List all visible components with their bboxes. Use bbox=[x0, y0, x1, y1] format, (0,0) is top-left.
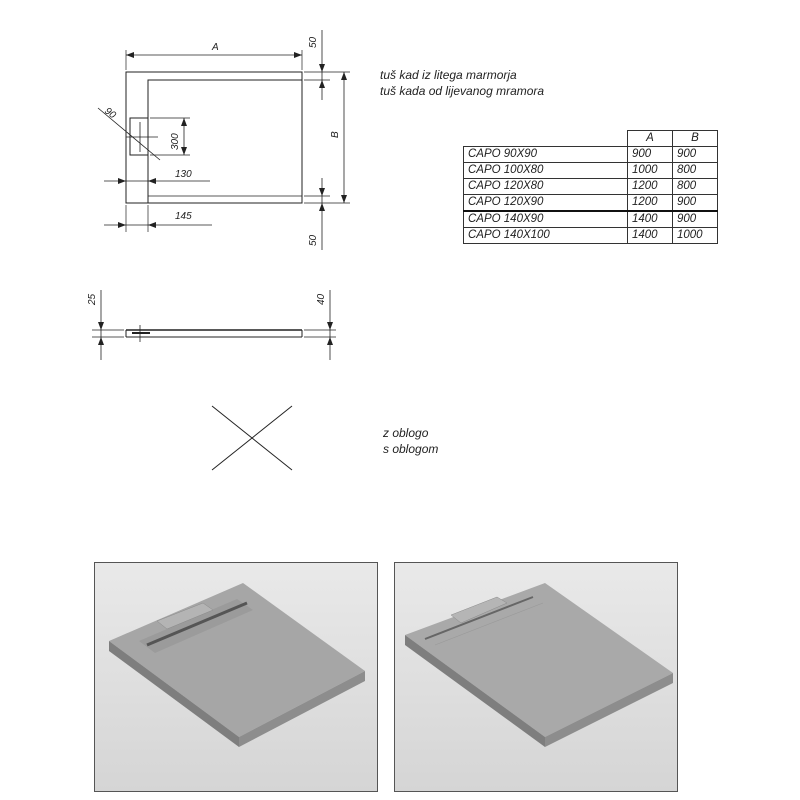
dim-25-label: 25 bbox=[87, 293, 98, 305]
table-row bbox=[464, 211, 718, 228]
model-cell: CAPO 140X100 bbox=[464, 228, 628, 244]
tray-outline bbox=[126, 72, 302, 203]
b-cell: 1000 bbox=[673, 228, 718, 244]
table-row bbox=[464, 147, 718, 163]
table-row bbox=[464, 228, 718, 244]
b-cell: 900 bbox=[673, 211, 718, 228]
a-cell: 1200 bbox=[628, 195, 673, 212]
b-cell: 900 bbox=[673, 147, 718, 163]
dim-50-bottom-label: 50 bbox=[308, 234, 319, 246]
a-cell: 900 bbox=[628, 147, 673, 163]
header-a: A bbox=[628, 131, 673, 147]
dim-50-top-label: 50 bbox=[308, 36, 319, 48]
dim-b-label: B bbox=[330, 131, 341, 138]
a-cell: 1000 bbox=[628, 163, 673, 179]
dim-130-label: 130 bbox=[175, 169, 192, 180]
dim-145-label: 145 bbox=[175, 211, 192, 222]
material-note-slovenian: tuš kad iz litega marmorja bbox=[380, 68, 517, 82]
a-cell: 1200 bbox=[628, 179, 673, 195]
render-with-cover bbox=[94, 562, 378, 792]
a-cell: 1400 bbox=[628, 211, 673, 228]
header-b: B bbox=[673, 131, 718, 147]
model-cell: CAPO 90X90 bbox=[464, 147, 628, 163]
dim-40-label: 40 bbox=[316, 293, 327, 305]
model-cell: CAPO 120X80 bbox=[464, 179, 628, 195]
dimensions-table bbox=[463, 130, 718, 244]
model-cell: CAPO 100X80 bbox=[464, 163, 628, 179]
model-cell: CAPO 140X90 bbox=[464, 211, 628, 228]
cover-note-croatian: s oblogom bbox=[383, 442, 439, 456]
drain-box bbox=[130, 118, 148, 155]
b-cell: 900 bbox=[673, 195, 718, 212]
model-cell: CAPO 120X90 bbox=[464, 195, 628, 212]
b-cell: 800 bbox=[673, 179, 718, 195]
table-row bbox=[464, 163, 718, 179]
dim-90-label: 90 bbox=[102, 105, 118, 122]
b-cell: 800 bbox=[673, 163, 718, 179]
material-note-croatian: tuš kada od lijevanog mramora bbox=[380, 84, 545, 98]
a-cell: 1400 bbox=[628, 228, 673, 244]
cover-note-slovenian: z oblogo bbox=[383, 426, 429, 440]
table-row bbox=[464, 179, 718, 195]
table-header-row bbox=[464, 131, 718, 147]
dim-a-label: A bbox=[212, 42, 219, 53]
render-without-cover bbox=[394, 562, 678, 792]
dim-300-label: 300 bbox=[170, 133, 181, 150]
table-row bbox=[464, 195, 718, 212]
